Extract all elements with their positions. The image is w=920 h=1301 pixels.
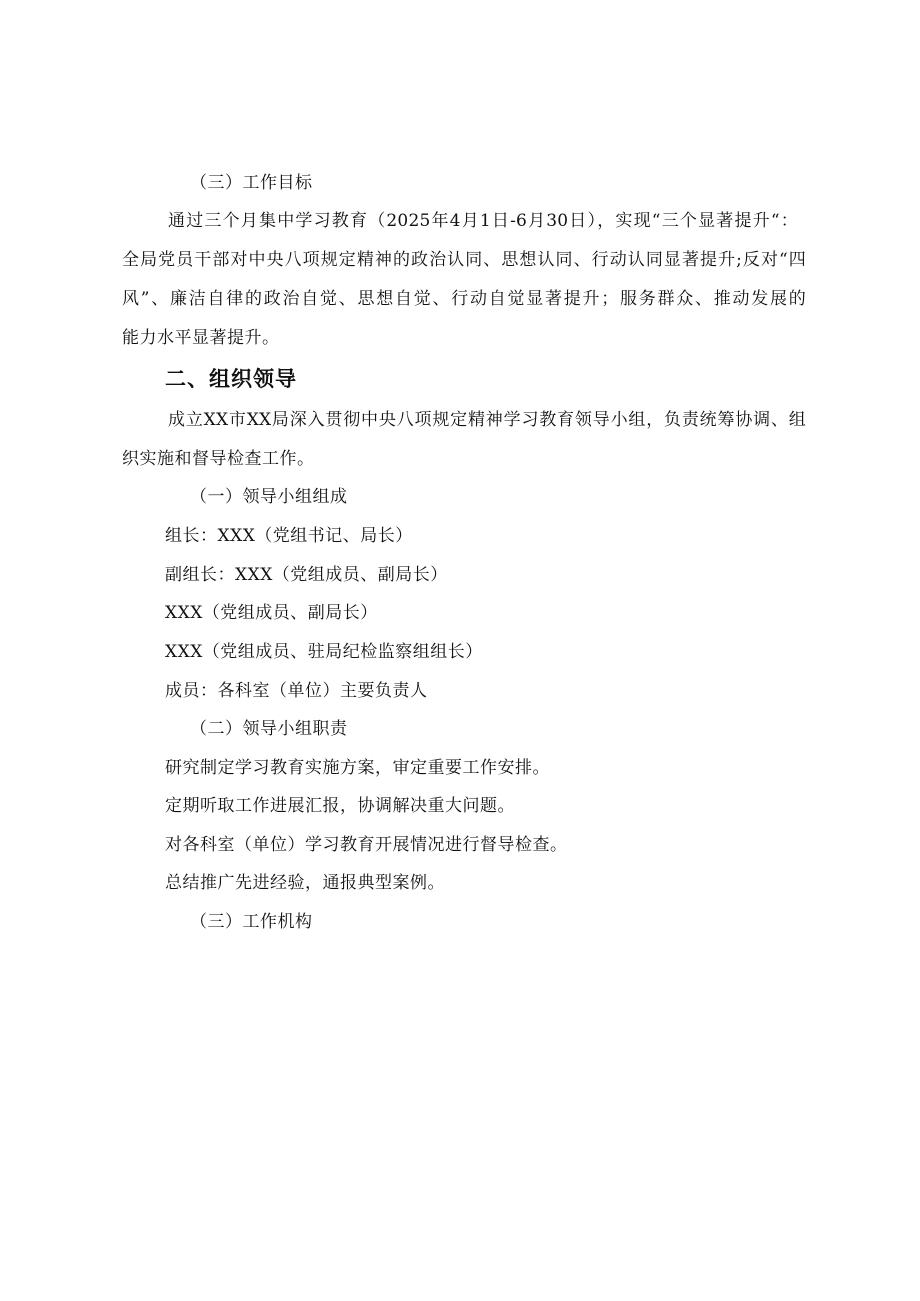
- organization-paragraph-line-1: 成立XX市XX局深入贯彻中央八项规定精神学习教育领导小组，负责统筹协调、组: [168, 410, 806, 430]
- group-composition-heading: （一）领导小组组成: [190, 487, 348, 507]
- duty-item-2: 定期听取工作进展汇报，协调解决重大问题。: [165, 796, 515, 816]
- working-office-heading: （三）工作机构: [190, 912, 313, 932]
- organization-paragraph-line-2: 织实施和督导检查工作。: [122, 449, 315, 469]
- section-title-organization: 二、组织领导: [165, 367, 297, 391]
- duty-item-4: 总结推广先进经验，通报典型案例。: [165, 873, 445, 893]
- duty-item-1: 研究制定学习教育实施方案，审定重要工作安排。: [165, 758, 550, 778]
- goals-paragraph-line-2: 全局党员干部对中央八项规定精神的政治认同、思想认同、行动认同显著提升;反对“四: [122, 250, 806, 270]
- group-duties-heading: （二）领导小组职责: [190, 719, 348, 739]
- goals-paragraph-line-4: 能力水平显著提升。: [122, 328, 280, 348]
- goals-heading: （三）工作目标: [190, 173, 313, 193]
- member-deputy-3: XXX（党组成员、驻局纪检监察组组长）: [165, 642, 483, 662]
- member-deputy-2: XXX（党组成员、副局长）: [165, 603, 378, 623]
- duty-item-3: 对各科室（单位）学习教育开展情况进行督导检查。: [165, 835, 568, 855]
- member-leader: 组长：XXX（党组书记、局长）: [165, 526, 413, 546]
- member-members: 成员：各科室（单位）主要负责人: [165, 681, 428, 701]
- member-deputy-leader: 副组长：XXX（党组成员、副局长）: [165, 565, 448, 585]
- goals-paragraph-line-3: 风”、廉洁自律的政治自觉、思想自觉、行动自觉显著提升；服务群众、推动发展的: [122, 289, 806, 309]
- goals-paragraph-line-1: 通过三个月集中学习教育（2025年4月1日-6月30日），实现“三个显著提升“：: [168, 211, 798, 231]
